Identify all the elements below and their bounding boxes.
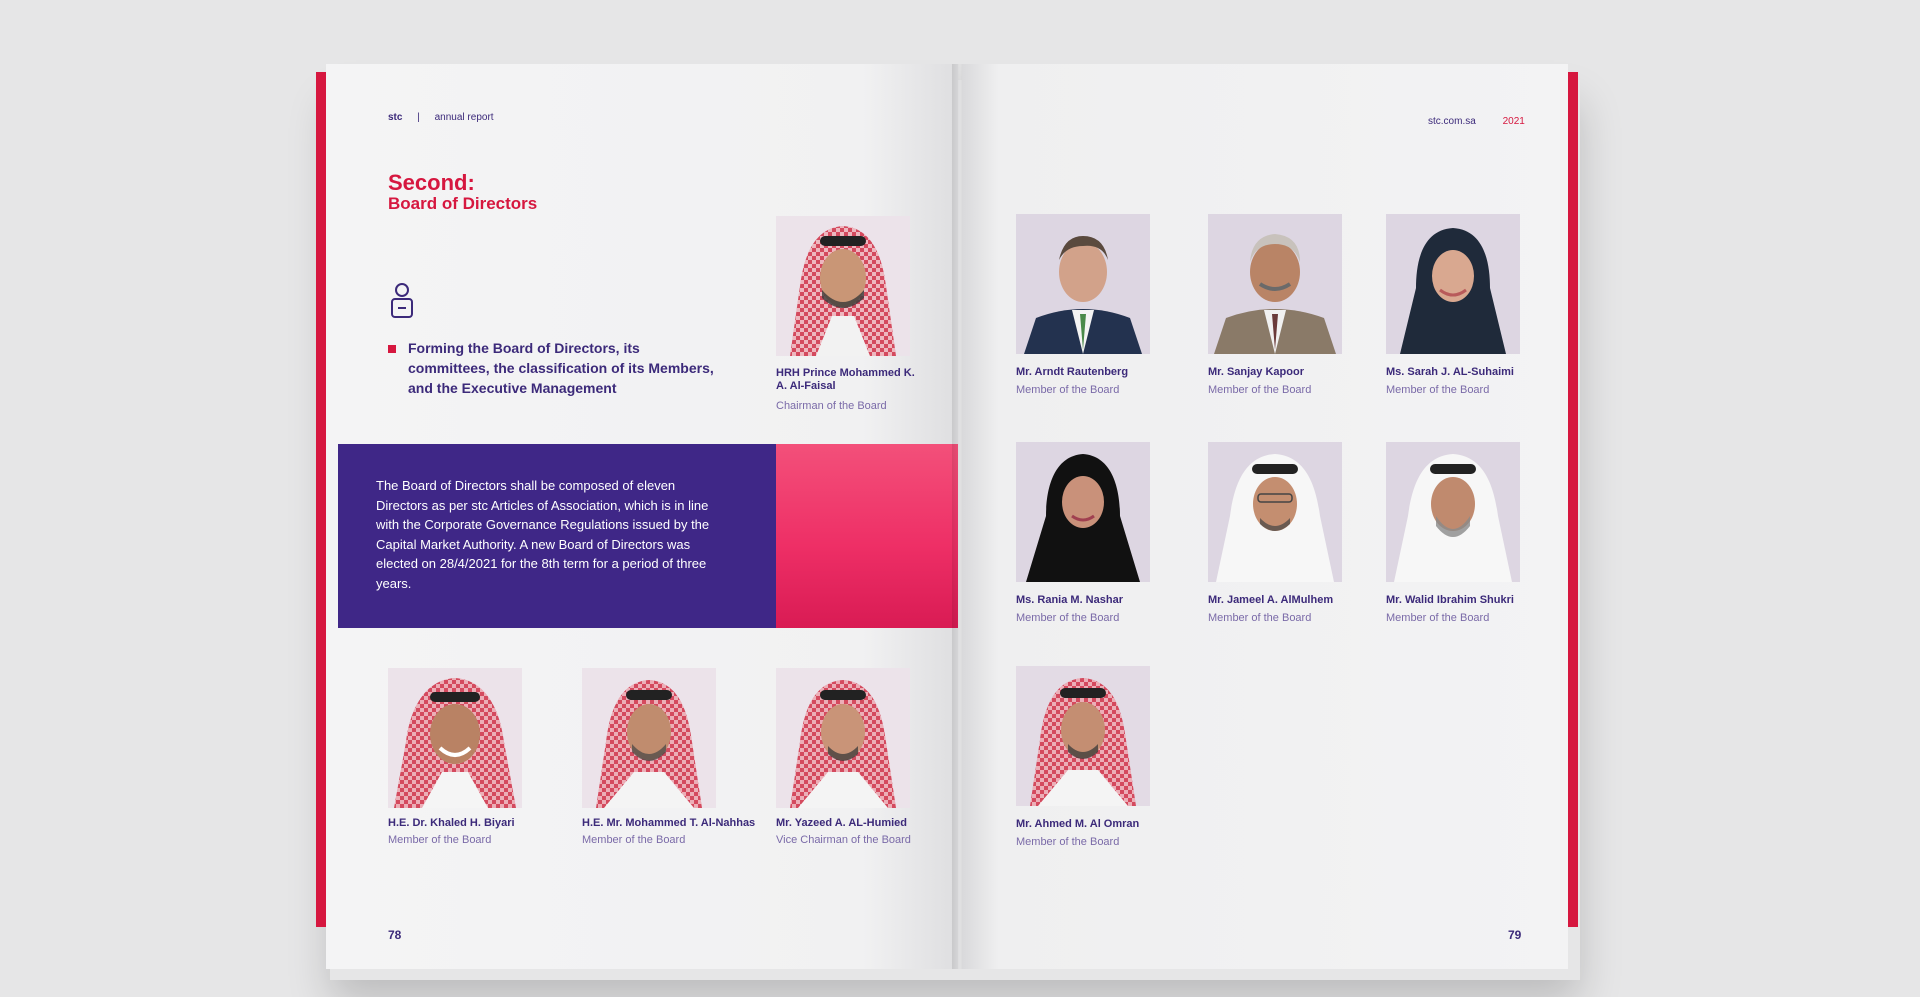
member-name-7: Ms. Rania M. Nashar: [1016, 594, 1123, 606]
member-name-5: Mr. Sanjay Kapoor: [1208, 366, 1304, 378]
member-role-10: Member of the Board: [1016, 836, 1120, 848]
member-photo-7: [1016, 442, 1150, 582]
info-band-accent: [776, 444, 958, 628]
right-page: [962, 64, 1568, 969]
member-name-1: H.E. Dr. Khaled H. Biyari: [388, 817, 515, 829]
member-photo-1: [388, 668, 522, 808]
right-cover-edge: [1568, 72, 1578, 927]
chairman-photo: [776, 216, 910, 356]
member-name-3: Mr. Yazeed A. AL-Humied: [776, 817, 908, 829]
member-name-9: Mr. Walid Ibrahim Shukri: [1386, 594, 1514, 606]
member-photo-2: [582, 668, 716, 808]
header-year: 2021: [1502, 116, 1525, 127]
member-name-4: Mr. Arndt Rautenberg: [1016, 366, 1129, 378]
member-role-7: Member of the Board: [1016, 612, 1120, 624]
member-role-5: Member of the Board: [1208, 384, 1312, 396]
header-left: [388, 112, 494, 123]
member-role-4: Member of the Board: [1016, 384, 1120, 396]
header-title: annual report: [434, 112, 494, 123]
member-photo-8: [1208, 442, 1342, 582]
member-role-8: Member of the Board: [1208, 612, 1312, 624]
bullet-square: [388, 345, 396, 353]
header-right: [1428, 116, 1525, 127]
user-outline-icon: [388, 281, 416, 321]
member-role-2: Member of the Board: [582, 834, 686, 846]
header-brand: stc: [388, 112, 403, 123]
member-photo-3: [776, 668, 910, 808]
info-band-text: The Board of Directors shall be composed of eleven Directors as per stc Articles of Association, which is in line with the Corporate Governance Regulations issued by the Capital Market Authority. A new Board of Directors was elected on 28/4/2021 for the 8th term for a period of three years.: [376, 478, 710, 591]
chairman-role: Chairman of the Board: [776, 400, 887, 412]
member-photo-6: [1386, 214, 1520, 354]
left-page: [326, 64, 958, 969]
page-number-right: 79: [1508, 928, 1522, 942]
member-photo-9: [1386, 442, 1520, 582]
page-number-left: 78: [388, 928, 402, 942]
section-subtitle: Board of Directors: [388, 194, 538, 213]
member-name-10: Mr. Ahmed M. Al Omran: [1016, 818, 1140, 830]
section-title: Second:: [388, 170, 475, 195]
member-name-8: Mr. Jameel A. AlMulhem: [1208, 594, 1334, 606]
member-name-6: Ms. Sarah J. AL-Suhaimi: [1386, 366, 1514, 378]
header-site: stc.com.sa: [1428, 116, 1476, 127]
intro-text: Forming the Board of Directors, its committees, the classification of its Members, and the Executive Management: [408, 340, 714, 396]
member-photo-4: [1016, 214, 1150, 354]
member-role-3: Vice Chairman of the Board: [776, 834, 911, 846]
member-name-2: H.E. Mr. Mohammed T. Al-Nahhas: [582, 817, 756, 829]
member-photo-10: [1016, 666, 1150, 806]
header-separator: |: [417, 112, 420, 123]
chairman-name: HRH Prince Mohammed K. A. Al-Faisal: [776, 367, 915, 392]
member-photo-5: [1208, 214, 1342, 354]
member-role-9: Member of the Board: [1386, 612, 1490, 624]
member-role-6: Member of the Board: [1386, 384, 1490, 396]
member-role-1: Member of the Board: [388, 834, 492, 846]
